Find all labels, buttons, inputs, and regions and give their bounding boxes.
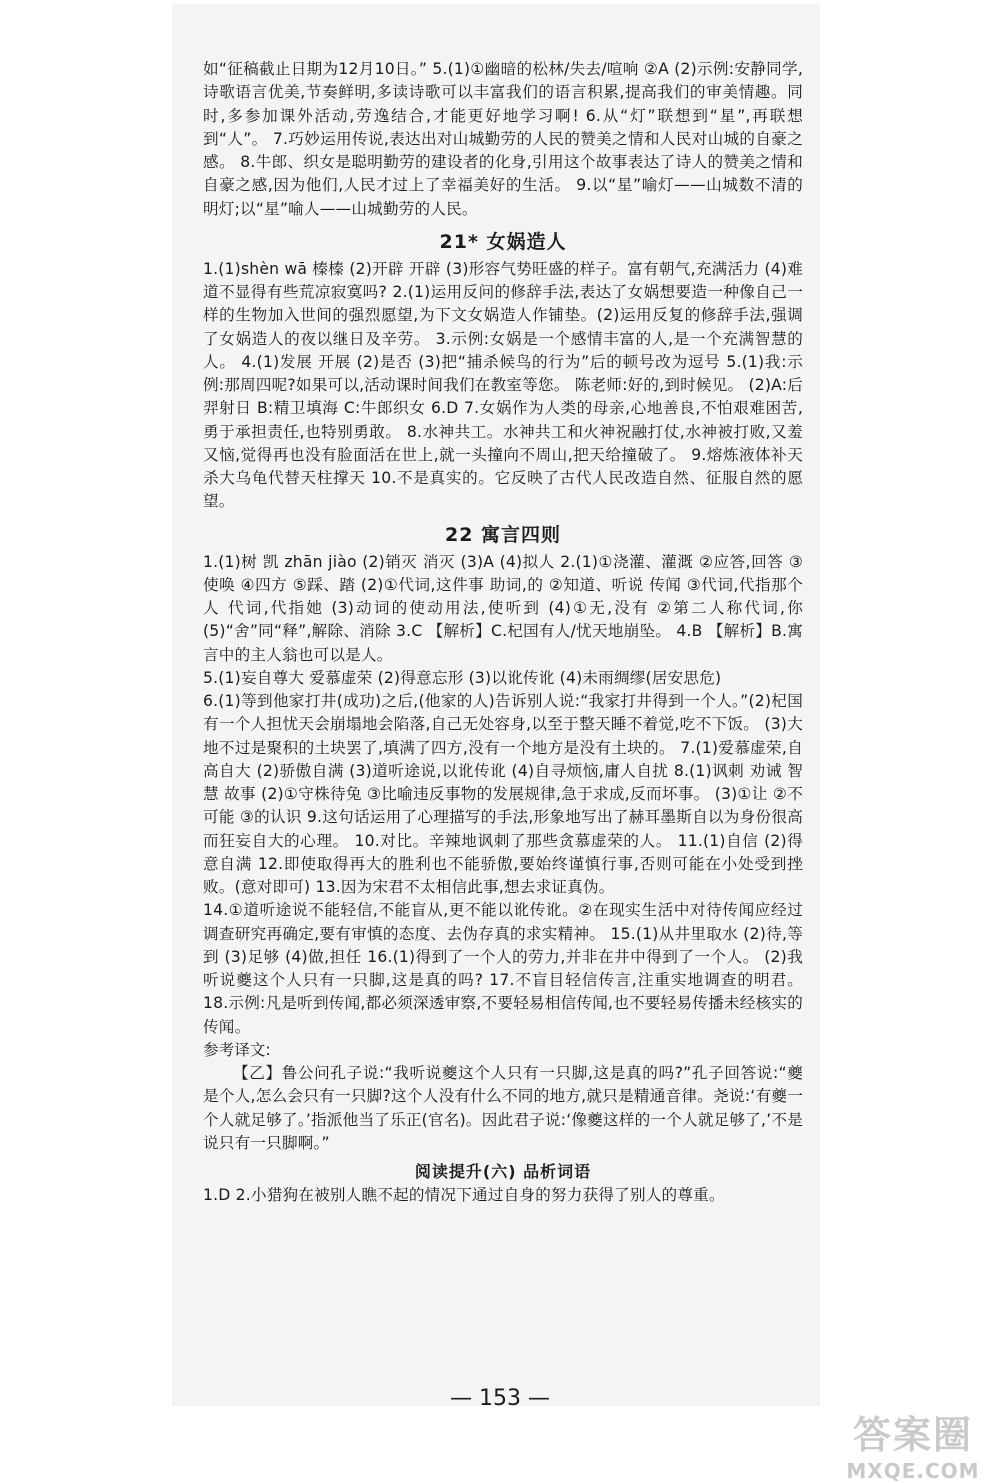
intro-answers: 如“征稿截止日期为12月10日。” 5.(1)①幽暗的松林/失去/喧响 ②A (2)示例:安静同学,诗歌语言优美,节奏鲜明,多读诗歌可以丰富我们的语言积累,提高我们的审美情趣。同时,多参加课外活动,劳逸结合,才能更好地学习啊! 6.从“灯”联想到“星”,再联想到“人”。 7.巧妙运用传说,表达出对山城勤劳的人民的赞美之情和人民对山城的自豪之感。 8.牛郎、织女是聪明勤劳的建设者的化身,引用这个故事表达了诗人的赞美之情和自豪之感,因为他们,人民才过上了幸福美好的生活。 9.以“星”喻灯——山城数不清的明灯;以“星”喻人——山城勤劳的人民。 [203, 60, 803, 218]
answer-column [203, 58, 803, 1207]
reading-section-answers: 1.D 2.小猎狗在被别人瞧不起的情况下通过自身的努力获得了别人的尊重。 [203, 1186, 725, 1204]
section-21-answers: 1.(1)shèn wā 榛榛 (2)开辟 开辟 (3)形容气势旺盛的样子。富有朝气,充满活力 (4)难道不显得有些荒凉寂寞吗? 2.(1)运用反问的修辞手法,表达了女娲想要造一种像自己一样的生物加入世间的强烈愿望,为下文女娲造人作铺垫。(2)运用反复的修辞手法,强调了女娲造人的夜以继日及辛劳。 3.示例:女娲是一个感情丰富的人,是一个充满智慧的人。 4.(1)发展 开展 (2)是否 (3)把“捕杀候鸟的行为”后的顿号改为逗号 5.(1)我:示例:那周四呢?如果可以,活动课时间我们在教室等您。 陈老师:好的,到时候见。 (2)A:后羿射日 B:精卫填海 C:牛郎织女 6.D 7.女娲作为人类的母亲,心地善良,不怕艰难困苦,勇于承担责任,也特别勇敢。 8.水神共工。水神共工和火神祝融打仗,水神被打败,又羞又恼,觉得再也没有脸面活在世上,就一头撞向不周山,把天给撞破了。 9.熔炼液体补天 杀大乌龟代替天柱撑天 10.不是真实的。它反映了古代人民改造自然、征服自然的愿望。 [203, 259, 803, 511]
watermark-logo: 答案圈 [852, 1412, 973, 1457]
section-22-answers-1: 1.(1)树 凯 zhān jiào (2)销灭 消灭 (3)A (4)拟人 2.(1)①浇灌、灌溉 ②应答,回答 ③使唤 ④四方 ⑤踩、踏 (2)①代词,这件事 助词,的 ②知道、听说 传闻 ③代词,代指那个人 代词,代指她 (3)动词的使动用法,使听到 (4)①无,没有 ②第二人称代词,你 (5)“舍”同“释”,解除、消除 3.C 【解析】C.杞国有人/忧天地崩坠。 4.B 【解析】B.寓言中的主人翁也可以是人。 [203, 552, 803, 664]
page-number: — 153 — [450, 1386, 550, 1411]
section-22-answers-2: 5.(1)妄自尊大 爱慕虚荣 (2)得意忘形 (3)以讹传讹 (4)未雨绸缪(居安思危) [203, 668, 722, 687]
watermark [838, 1404, 988, 1483]
reading-section-title: 阅读提升(六) 品析词语 [414, 1162, 592, 1181]
watermark-url: MXQE.COM [846, 1459, 980, 1483]
section-22-title: 22 寓言四则 [444, 523, 562, 546]
section-22-answers-4: 14.①道听途说不能轻信,不能盲从,更不能以讹传讹。②在现实生活中对待传闻应经过调查研究再确定,要有审慎的态度、去伪存真的求实精神。 15.(1)从井里取水 (2)待,等到 (3)足够 (4)做,担任 16.(1)得到了一个人的劳力,并非在井中得到了一个人。 (2)我听说夔这个人只有一只脚,这是真的吗? 17.不盲目轻信传言,注重实地调查的明君。 18.示例:凡是听到传闻,都必须深透审察,不要轻易相信传闻,也不要轻易传播未经核实的传闻。 [203, 901, 803, 1036]
reference-translation-label: 参考译文: [203, 1040, 271, 1059]
reference-translation: 【乙】鲁公问孔子说:“我听说夔这个人只有一只脚,这是真的吗?”孔子回答说:“夔是个人,怎么会只有一只脚?这个人没有什么不同的地方,就只是精通音律。尧说:‘有夔一个人就足够了。’指派他当了乐正(官名)。因此君子说:‘像夔这样的一个人就足够了,’不是说只有一只脚啊。” [203, 1064, 803, 1152]
section-21-title: 21* 女娲造人 [439, 230, 567, 253]
section-22-answers-3: 6.(1)等到他家打井(成功)之后,(他家的人)告诉别人说:“我家打井得到一个人。”(2)杞国有一个人担忧天会崩塌地会陷落,自己无处容身,以至于整天睡不着觉,吃不下饭。 (3)大地不过是聚积的土块罢了,填满了四方,没有一个地方是没有土块的。 7.(1)爱慕虚荣,自高自大 (2)骄傲自满 (3)道听途说,以讹传讹 (4)自寻烦恼,庸人自扰 8.(1)讽刺 劝诫 智慧 故事 (2)①守株待兔 ③比喻违反事物的发展规律,急于求成,反而坏事。 (3)①让 ②不可能 ③的认识 9.这句话运用了心理描写的手法,形象地写出了赫耳墨斯自以为身份很高而狂妄自大的心理。 10.对比。辛辣地讽刺了那些贪慕虚荣的人。 11.(1)自信 (2)得意自满 12.即使取得再大的胜利也不能骄傲,要始终谨慎行事,否则可能在小处受到挫败。(意对即可) 13.因为宋君不太相信此事,想去求证真伪。 [203, 692, 803, 896]
